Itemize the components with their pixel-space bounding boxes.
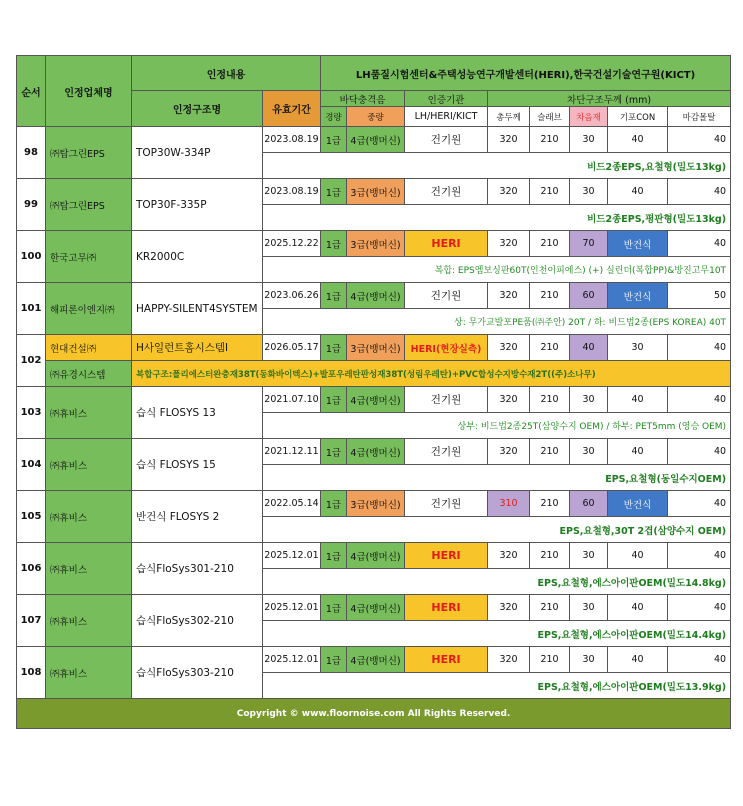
mortar-thickness: 40 bbox=[668, 179, 731, 205]
total-thickness: 320 bbox=[488, 387, 530, 413]
validity-date: 2025.12.01 bbox=[263, 647, 321, 673]
header-base-con: 기포CON bbox=[608, 107, 668, 127]
base-con-thickness: 40 bbox=[608, 387, 668, 413]
structure-note: 비드2종EPS,요철형(밀도13kg) bbox=[263, 153, 731, 179]
institute: HERI bbox=[405, 647, 488, 673]
total-thickness: 310 bbox=[488, 491, 530, 517]
validity-date: 2025.12.22 bbox=[263, 231, 321, 257]
light-grade: 1급 bbox=[321, 387, 347, 413]
row-number: 100 bbox=[17, 231, 46, 283]
company-name: ㈜휴비스 bbox=[46, 647, 132, 699]
company-name: 한국고무㈜ bbox=[46, 231, 132, 283]
slab-thickness: 210 bbox=[530, 179, 570, 205]
institute: 건기원 bbox=[405, 283, 488, 309]
validity-date: 2021.07.10 bbox=[263, 387, 321, 413]
base-con-thickness: 반건식 bbox=[608, 231, 668, 257]
company-name: ㈜탑그린EPS bbox=[46, 127, 132, 179]
heavy-grade: 4급(뱅머신) bbox=[347, 595, 405, 621]
base-con-thickness: 30 bbox=[608, 335, 668, 361]
header-total: 총두께 bbox=[488, 107, 530, 127]
mortar-thickness: 40 bbox=[668, 335, 731, 361]
company-name: 해피론이엔지㈜ bbox=[46, 283, 132, 335]
validity-date: 2026.05.17 bbox=[263, 335, 321, 361]
structure-name: 습식 FLOSYS 15 bbox=[132, 439, 263, 491]
header-impact: 바닥충격음 bbox=[321, 91, 405, 107]
header-slab: 슬래브 bbox=[530, 107, 570, 127]
light-grade: 1급 bbox=[321, 283, 347, 309]
heavy-grade: 4급(뱅머신) bbox=[347, 283, 405, 309]
header-no: 순서 bbox=[17, 56, 46, 127]
institute: 건기원 bbox=[405, 491, 488, 517]
structure-note: 상: 무가교발포PE품(㈜주안) 20T / 하: 비드법2종(EPS KOREA) 40T bbox=[263, 309, 731, 335]
slab-thickness: 210 bbox=[530, 387, 570, 413]
certification-table bbox=[16, 55, 731, 729]
table-row bbox=[17, 335, 731, 361]
base-con-thickness: 40 bbox=[608, 647, 668, 673]
company-name: 현대건설㈜ bbox=[46, 335, 132, 361]
structure-note: EPS,요철형(동일수지OEM) bbox=[263, 465, 731, 491]
base-con-thickness: 40 bbox=[608, 439, 668, 465]
header-structure-name: 인정구조명 bbox=[132, 91, 263, 127]
row-number: 103 bbox=[17, 387, 46, 439]
validity-date: 2021.12.11 bbox=[263, 439, 321, 465]
heavy-grade: 4급(뱅머신) bbox=[347, 387, 405, 413]
mortar-thickness: 40 bbox=[668, 647, 731, 673]
institute: 건기원 bbox=[405, 439, 488, 465]
validity-date: 2025.12.01 bbox=[263, 543, 321, 569]
structure-name: 습식FloSys302-210 bbox=[132, 595, 263, 647]
header-light: 경량 bbox=[321, 107, 347, 127]
total-thickness: 320 bbox=[488, 283, 530, 309]
structure-name: TOP30F-335P bbox=[132, 179, 263, 231]
structure-name: TOP30W-334P bbox=[132, 127, 263, 179]
row-number: 102 bbox=[17, 335, 46, 387]
total-thickness: 320 bbox=[488, 231, 530, 257]
row-number: 99 bbox=[17, 179, 46, 231]
company-name: ㈜휴비스 bbox=[46, 439, 132, 491]
validity-date: 2023.06.26 bbox=[263, 283, 321, 309]
structure-note: EPS,요철형,에스아이판OEM(밀도14.4kg) bbox=[263, 621, 731, 647]
header-finish-mortar: 마감몰탈 bbox=[668, 107, 731, 127]
institute: 건기원 bbox=[405, 179, 488, 205]
light-grade: 1급 bbox=[321, 335, 347, 361]
sound-layer-thickness: 30 bbox=[570, 127, 608, 153]
heavy-grade: 4급(뱅머신) bbox=[347, 647, 405, 673]
slab-thickness: 210 bbox=[530, 127, 570, 153]
sound-layer-thickness: 30 bbox=[570, 179, 608, 205]
base-con-thickness: 40 bbox=[608, 179, 668, 205]
mortar-thickness: 40 bbox=[668, 595, 731, 621]
row-number: 106 bbox=[17, 543, 46, 595]
mortar-thickness: 40 bbox=[668, 439, 731, 465]
heavy-grade: 4급(뱅머신) bbox=[347, 127, 405, 153]
structure-name: H사일런트홈시스템I bbox=[132, 335, 263, 361]
company-name: ㈜휴비스 bbox=[46, 595, 132, 647]
validity-date: 2022.05.14 bbox=[263, 491, 321, 517]
table-row bbox=[17, 179, 731, 205]
company-name: ㈜휴비스 bbox=[46, 543, 132, 595]
partner-company-name: ㈜유경시스템 bbox=[46, 361, 132, 387]
sound-layer-thickness: 30 bbox=[570, 595, 608, 621]
institute: HERI bbox=[405, 595, 488, 621]
copyright-footer: Copyright © www.floornoise.com All Rights Reserved. bbox=[17, 699, 731, 729]
mortar-thickness: 40 bbox=[668, 231, 731, 257]
light-grade: 1급 bbox=[321, 595, 347, 621]
header-inst-names: LH/HERI/KICT bbox=[405, 107, 488, 127]
structure-name: 습식 FLOSYS 13 bbox=[132, 387, 263, 439]
base-con-thickness: 반건식 bbox=[608, 491, 668, 517]
sound-layer-thickness: 30 bbox=[570, 439, 608, 465]
base-con-thickness: 40 bbox=[608, 595, 668, 621]
slab-thickness: 210 bbox=[530, 231, 570, 257]
header-thickness: 차단구조두께 (mm) bbox=[488, 91, 731, 107]
validity-date: 2025.12.01 bbox=[263, 595, 321, 621]
row-number: 105 bbox=[17, 491, 46, 543]
total-thickness: 320 bbox=[488, 179, 530, 205]
heavy-grade: 3급(뱅머신) bbox=[347, 491, 405, 517]
slab-thickness: 210 bbox=[530, 439, 570, 465]
institute: HERI bbox=[405, 543, 488, 569]
structure-note: 상부: 비드법2종25T(삼양수지 OEM) / 하부: PET5mm (영승 OEM) bbox=[263, 413, 731, 439]
table-row bbox=[17, 647, 731, 673]
validity-date: 2023.08.19 bbox=[263, 127, 321, 153]
row-number: 98 bbox=[17, 127, 46, 179]
row-number: 101 bbox=[17, 283, 46, 335]
total-thickness: 320 bbox=[488, 439, 530, 465]
structure-note: 복합구조:폴리에스터완충재38T(동화바이텍스)+발포우레탄판성재38T(성림우레탄)+PVC합성수지방수재2T((주)소나무) bbox=[132, 361, 731, 387]
slab-thickness: 210 bbox=[530, 595, 570, 621]
light-grade: 1급 bbox=[321, 439, 347, 465]
row-number: 107 bbox=[17, 595, 46, 647]
structure-note: EPS,요철형,에스아이판OEM(밀도13.9kg) bbox=[263, 673, 731, 699]
table-row bbox=[17, 595, 731, 621]
table-row bbox=[17, 387, 731, 413]
institute: HERI bbox=[405, 231, 488, 257]
table-row bbox=[17, 283, 731, 309]
header-cert-content: 인정내용 bbox=[132, 56, 321, 91]
base-con-thickness: 40 bbox=[608, 127, 668, 153]
company-name: ㈜탑그린EPS bbox=[46, 179, 132, 231]
company-name: ㈜휴비스 bbox=[46, 491, 132, 543]
structure-note: 복합: EPS엠보싱판60T(인천이피에스) (+) 실린더(복합PP)&방진고무10T bbox=[263, 257, 731, 283]
structure-name: KR2000C bbox=[132, 231, 263, 283]
row-number: 108 bbox=[17, 647, 46, 699]
structure-note: EPS,요철형,에스아이판OEM(밀도14.8kg) bbox=[263, 569, 731, 595]
structure-name: 반건식 FLOSYS 2 bbox=[132, 491, 263, 543]
sound-layer-thickness: 30 bbox=[570, 387, 608, 413]
table-row bbox=[17, 491, 731, 517]
base-con-thickness: 반건식 bbox=[608, 283, 668, 309]
header-company: 인정업체명 bbox=[46, 56, 132, 127]
base-con-thickness: 40 bbox=[608, 543, 668, 569]
total-thickness: 320 bbox=[488, 543, 530, 569]
slab-thickness: 210 bbox=[530, 647, 570, 673]
table-row bbox=[17, 127, 731, 153]
structure-note: 비드2종EPS,평판형(밀도13kg) bbox=[263, 205, 731, 231]
header-institute: 인증기관 bbox=[405, 91, 488, 107]
institute: HERI(현장실측) bbox=[405, 335, 488, 361]
sound-layer-thickness: 40 bbox=[570, 335, 608, 361]
heavy-grade: 3급(뱅머신) bbox=[347, 335, 405, 361]
total-thickness: 320 bbox=[488, 335, 530, 361]
structure-name: 습식FloSys303-210 bbox=[132, 647, 263, 699]
mortar-thickness: 40 bbox=[668, 387, 731, 413]
sound-layer-thickness: 30 bbox=[570, 543, 608, 569]
light-grade: 1급 bbox=[321, 179, 347, 205]
company-name: ㈜휴비스 bbox=[46, 387, 132, 439]
institute: 건기원 bbox=[405, 387, 488, 413]
mortar-thickness: 40 bbox=[668, 491, 731, 517]
light-grade: 1급 bbox=[321, 231, 347, 257]
institute: 건기원 bbox=[405, 127, 488, 153]
table-row bbox=[17, 543, 731, 569]
sound-layer-thickness: 70 bbox=[570, 231, 608, 257]
header-heavy: 중량 bbox=[347, 107, 405, 127]
header-validity: 유효기간 bbox=[263, 91, 321, 127]
mortar-thickness: 50 bbox=[668, 283, 731, 309]
sound-layer-thickness: 30 bbox=[570, 647, 608, 673]
light-grade: 1급 bbox=[321, 647, 347, 673]
mortar-thickness: 40 bbox=[668, 127, 731, 153]
header-lab-title: LH품질시험센터&주택성능연구개발센터(HERI),한국건설기술연구원(KICT) bbox=[321, 56, 731, 91]
sound-layer-thickness: 60 bbox=[570, 283, 608, 309]
validity-date: 2023.08.19 bbox=[263, 179, 321, 205]
light-grade: 1급 bbox=[321, 127, 347, 153]
mortar-thickness: 40 bbox=[668, 543, 731, 569]
total-thickness: 320 bbox=[488, 647, 530, 673]
structure-name: HAPPY-SILENT4SYSTEM bbox=[132, 283, 263, 335]
heavy-grade: 3급(뱅머신) bbox=[347, 179, 405, 205]
heavy-grade: 3급(뱅머신) bbox=[347, 231, 405, 257]
header-sound-layer: 차음재 bbox=[570, 107, 608, 127]
structure-name: 습식FloSys301-210 bbox=[132, 543, 263, 595]
light-grade: 1급 bbox=[321, 543, 347, 569]
light-grade: 1급 bbox=[321, 491, 347, 517]
table-row bbox=[17, 439, 731, 465]
row-number: 104 bbox=[17, 439, 46, 491]
slab-thickness: 210 bbox=[530, 283, 570, 309]
heavy-grade: 4급(뱅머신) bbox=[347, 543, 405, 569]
heavy-grade: 4급(뱅머신) bbox=[347, 439, 405, 465]
structure-note: EPS,요철형,30T 2겹(삼양수지 OEM) bbox=[263, 517, 731, 543]
slab-thickness: 210 bbox=[530, 491, 570, 517]
sound-layer-thickness: 60 bbox=[570, 491, 608, 517]
table-row bbox=[17, 231, 731, 257]
total-thickness: 320 bbox=[488, 127, 530, 153]
slab-thickness: 210 bbox=[530, 335, 570, 361]
total-thickness: 320 bbox=[488, 595, 530, 621]
slab-thickness: 210 bbox=[530, 543, 570, 569]
